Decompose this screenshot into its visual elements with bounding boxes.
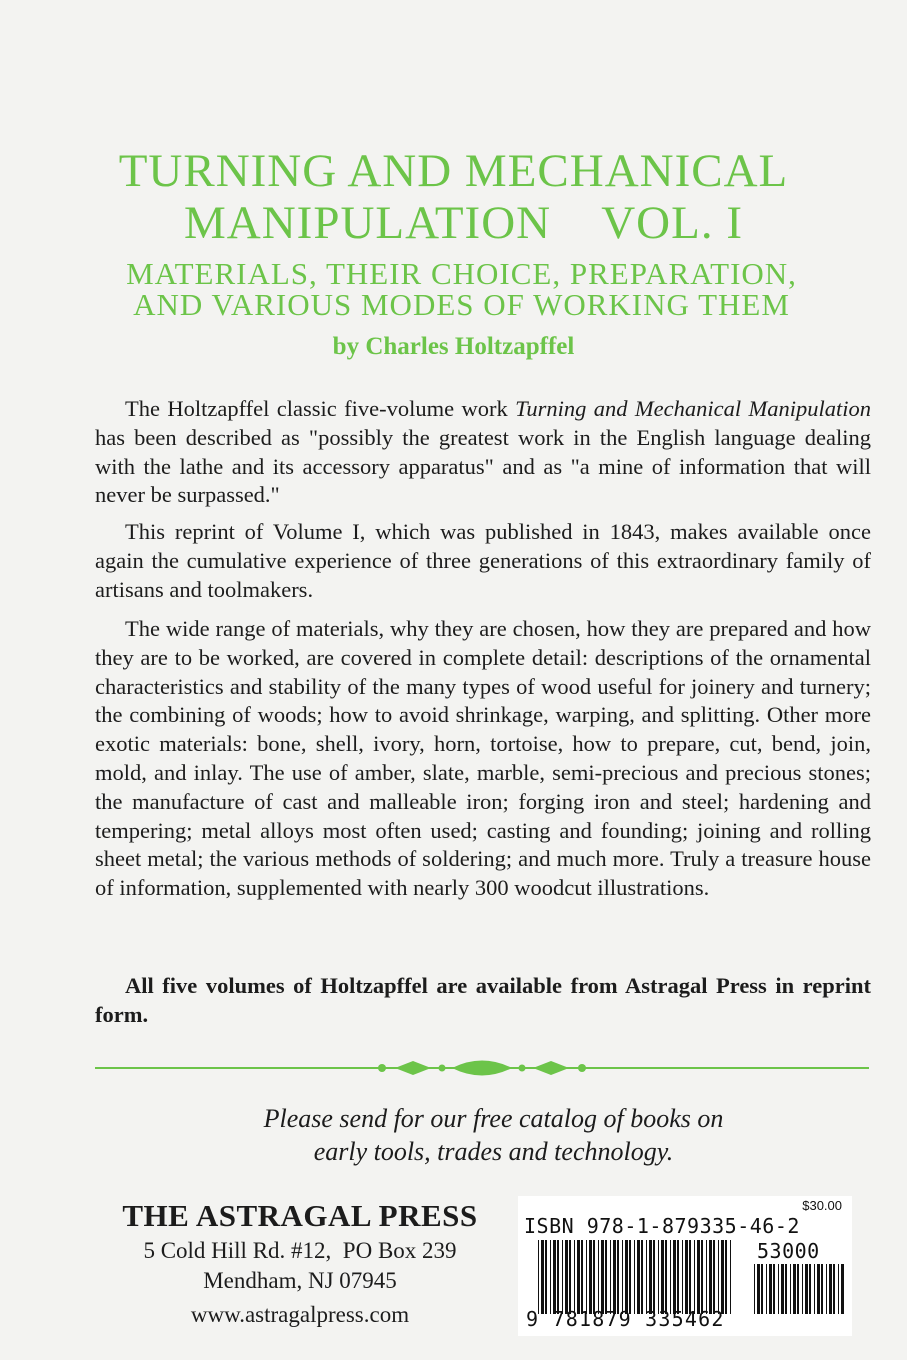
book-title-italic: Turning and Mechanical Manipulation — [515, 396, 872, 421]
ean-bar-40 — [697, 1240, 700, 1314]
ean-bar-4 — [553, 1240, 556, 1314]
ean-bar-24 — [634, 1240, 635, 1314]
ean-bar-7 — [565, 1240, 568, 1314]
ean-bar-27 — [646, 1240, 647, 1314]
author-byline: by Charles Holtzapffel — [332, 333, 575, 360]
isbn-barcode — [518, 1196, 852, 1336]
ornamental-divider — [95, 1055, 869, 1081]
ean-bar-17 — [605, 1240, 607, 1314]
ean-bar-12 — [586, 1240, 587, 1314]
ean-bar-32 — [665, 1240, 667, 1314]
ean-bar-10 — [577, 1240, 580, 1314]
ean-bar-20 — [617, 1240, 619, 1314]
ean-bar-15 — [598, 1240, 599, 1314]
ean-bar-29 — [653, 1240, 655, 1314]
subtitle-line-2: AND VARIOUS MODES OF WORKING THEM — [133, 287, 790, 322]
catalog-offer-line-2: early tools, trades and technology. — [313, 1137, 674, 1166]
publisher-name: THE ASTRAGAL PRESS — [122, 1198, 478, 1233]
ean-bar-48 — [730, 1240, 731, 1314]
ean-bar-26 — [641, 1240, 643, 1314]
ean-bar-45 — [718, 1240, 719, 1314]
title-line-2: MANIPULATION VOL. I — [184, 197, 743, 249]
ean-bar-46 — [721, 1240, 724, 1314]
ean-bar-42 — [706, 1240, 707, 1314]
ean-bar-3 — [550, 1240, 551, 1314]
ean-bar-14 — [593, 1240, 595, 1314]
ean-bar-19 — [613, 1240, 616, 1314]
publisher-website: www.astragalpress.com — [190, 1302, 410, 1327]
ean-bar-35 — [677, 1240, 679, 1314]
ean-bar-8 — [569, 1240, 571, 1314]
ean-bar-38 — [689, 1240, 691, 1314]
ean-bar-1 — [541, 1240, 544, 1314]
ean-bar-31 — [661, 1240, 664, 1314]
publisher-address-line-1: 5 Cold Hill Rd. #12, PO Box 239 — [143, 1238, 457, 1263]
ean-bar-9 — [574, 1240, 575, 1314]
ean-bar-11 — [581, 1240, 583, 1314]
ean-bar-30 — [658, 1240, 659, 1314]
ean-digits: 9 781879 335462 — [526, 1307, 725, 1331]
ean-bar-6 — [562, 1240, 563, 1314]
description-paragraph-3: The wide range of materials, why they are chosen, how they are prepared and how they are to be worked, are covered in complete detail: descriptions of the ornamental characteristics and stability of the many types of wood useful for joinery and turnery; the combining of woods; how to avoid shrinkage, warping, and splitting. Other more exotic materials: bone, shell, ivory, horn, tortoise, how to prepare, cut, bend, join, mold, and inlay. The use of amber, slate, marble, semi-precious and precious stones; the manufacture of cast and malleable iron; forging iron and steel; hardening and tempering; metal alloys most often used; casting and founding; joining and rolling sheet metal; the various methods of soldering; and much more. Truly a treasure house of information, supplemented with nearly 300 woodcut illustrations. — [95, 616, 871, 901]
isbn-text: ISBN 978-1-879335-46-2 — [524, 1214, 800, 1238]
description-paragraph-2: This reprint of Volume I, which was published in 1843, makes available once again the cumulative experience of three generations of this extraordinary family of artisans and toolmakers. — [95, 519, 871, 602]
ean-bar-47 — [725, 1240, 727, 1314]
ean-bar-41 — [701, 1240, 703, 1314]
ean-bar-13 — [589, 1240, 592, 1314]
ean-bar-25 — [637, 1240, 640, 1314]
ean-bar-33 — [670, 1240, 671, 1314]
ean-bar-2 — [545, 1240, 547, 1314]
ean-bar-21 — [622, 1240, 623, 1314]
ean-bar-22 — [625, 1240, 628, 1314]
ean-bar-23 — [629, 1240, 631, 1314]
ean-bar-36 — [682, 1240, 683, 1314]
ean-bar-18 — [610, 1240, 611, 1314]
ean-bar-37 — [685, 1240, 688, 1314]
ean-bar-44 — [713, 1240, 715, 1314]
catalog-offer-line-1: Please send for our free catalog of books on — [263, 1104, 724, 1133]
ean-bar-5 — [557, 1240, 559, 1314]
price-label: $30.00 — [802, 1198, 842, 1213]
publisher-address-line-2: Mendham, NJ 07945 — [203, 1268, 397, 1293]
ean-bar-43 — [709, 1240, 712, 1314]
ean-bar-28 — [649, 1240, 652, 1314]
ean-bar-16 — [601, 1240, 604, 1314]
description-paragraph-1: The Holtzapffel classic five-volume work Turning and Mechanical Manipulation has been described as "possibly the greatest work in the English language dealing with the lathe and its accessory apparatus" and as "a mine of information that will never be surpassed." — [95, 396, 872, 508]
ean-bar-0 — [538, 1240, 539, 1314]
ean-bar-39 — [694, 1240, 695, 1314]
subtitle-line-1: MATERIALS, THEIR CHOICE, PREPARATION, — [126, 256, 797, 291]
price-code-text: 53000 — [757, 1239, 820, 1263]
availability-note: All five volumes of Holtzapffel are available from Astragal Press in reprint form. — [95, 973, 871, 1027]
ean-bar-34 — [673, 1240, 676, 1314]
title-line-1: TURNING AND MECHANICAL — [118, 145, 789, 197]
